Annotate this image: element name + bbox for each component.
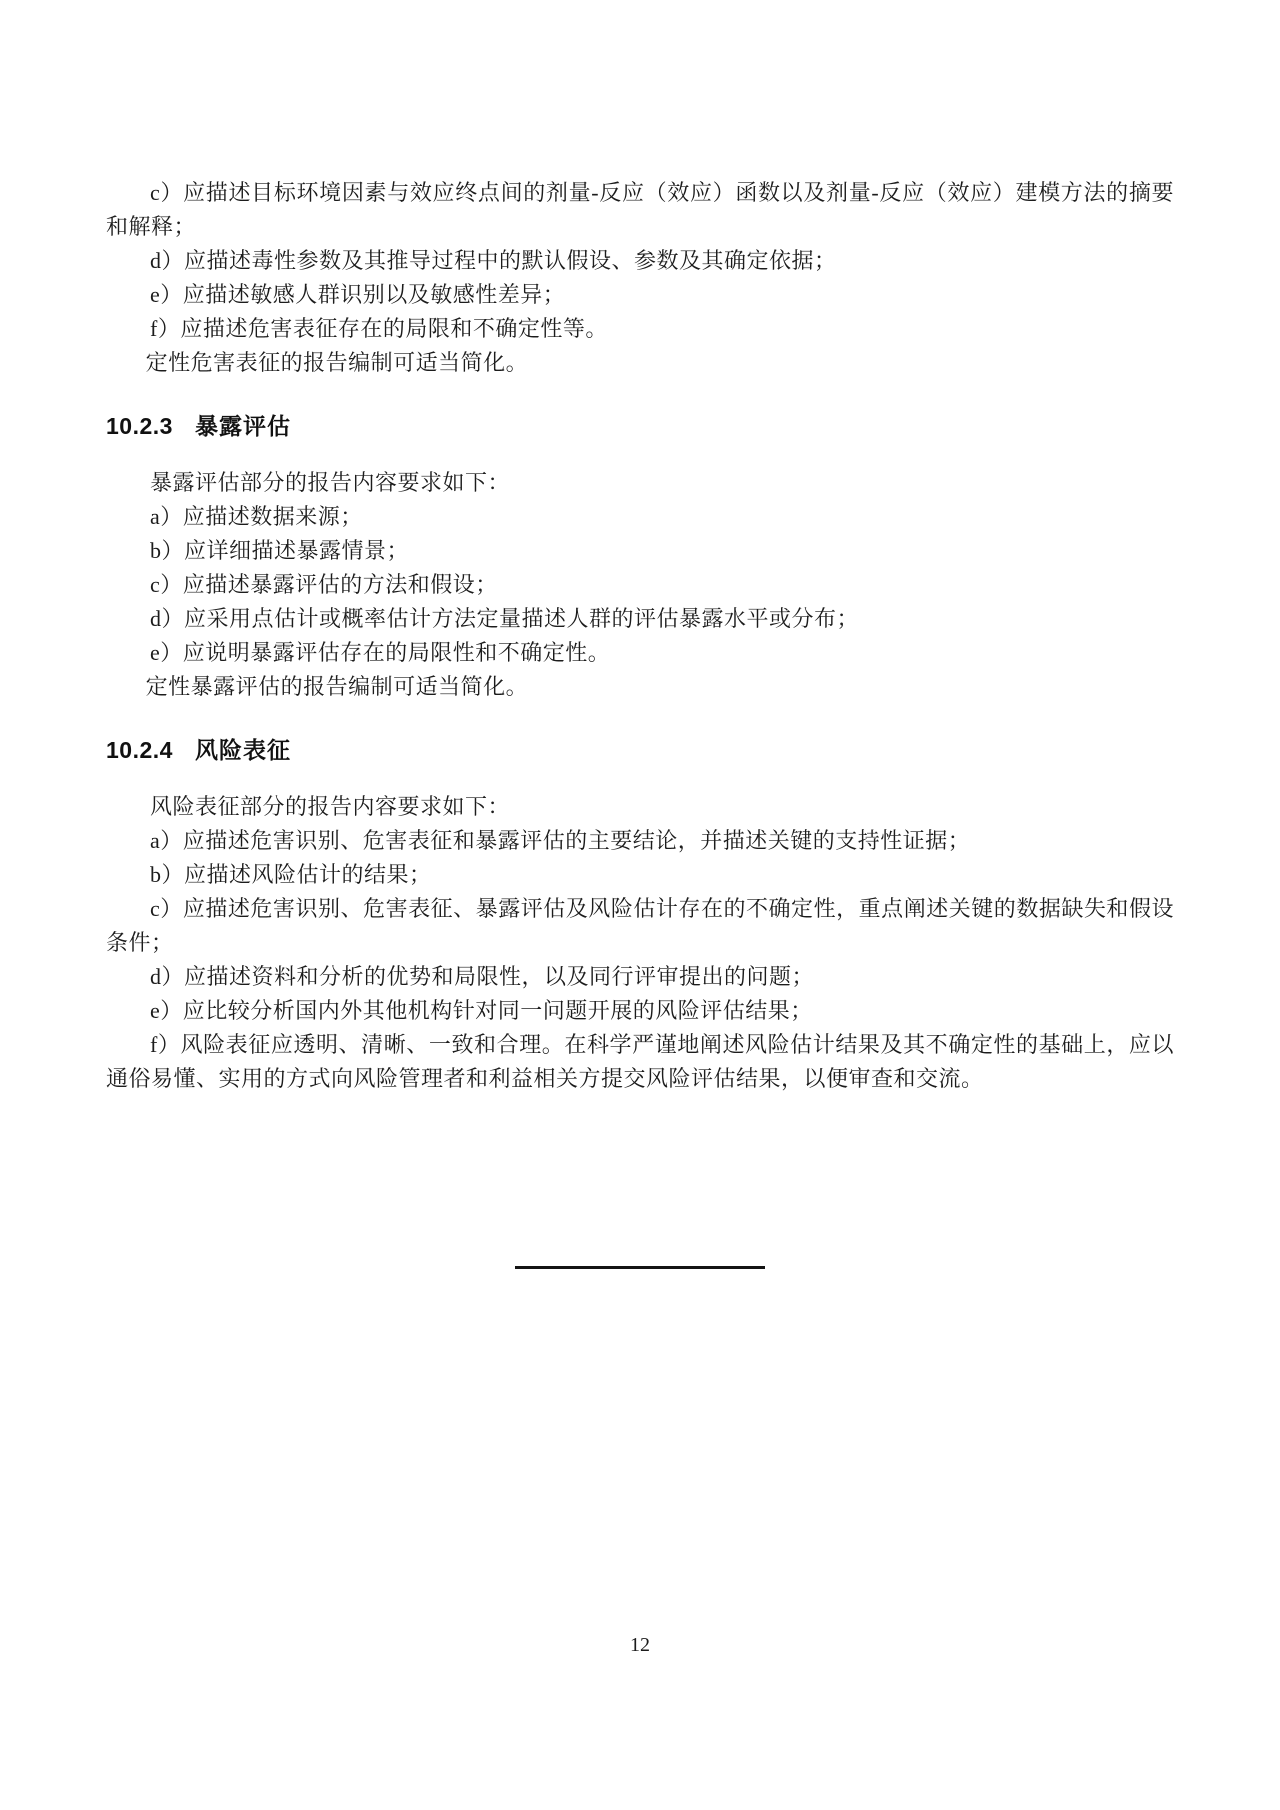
list-item: e）应描述敏感人群识别以及敏感性差异； (150, 282, 566, 307)
section-heading-exposure-assessment (106, 412, 1174, 440)
list-item: d）应描述资料和分析的优势和局限性，以及同行评审提出的问题； (150, 964, 815, 989)
section-title: 暴露评估 (194, 413, 291, 439)
list-item: e）应比较分析国内外其他机构针对同一问题开展的风险评估结果； (150, 998, 813, 1023)
page-number: 12 (630, 1634, 650, 1656)
section-number: 10.2.3 (106, 413, 173, 439)
section-intro: 暴露评估部分的报告内容要求如下： (150, 470, 511, 495)
section-intro: 风险表征部分的报告内容要求如下： (150, 794, 511, 819)
list-item: f）风险表征应透明、清晰、一致和合理。在科学严谨地阐述风险估计结果及其不确定性的基础上，应以通俗易懂、实用的方式向风险管理者和利益相关方提交风险评估结果，以便审查和交流。 (106, 1032, 1174, 1091)
list-item: c）应描述暴露评估的方法和假设； (150, 572, 498, 597)
list-item: c）应描述危害识别、危害表征、暴露评估及风险估计存在的不确定性，重点阐述关键的数据缺失和假设条件； (106, 896, 1174, 955)
list-item: e）应说明暴露评估存在的局限性和不确定性。 (150, 640, 611, 665)
section-heading-risk-characterization (106, 736, 1174, 764)
closing-note: 定性危害表征的报告编制可适当简化。 (145, 350, 529, 375)
list-item: a）应描述数据来源； (150, 504, 363, 529)
closing-note: 定性暴露评估的报告编制可适当简化。 (145, 674, 529, 699)
list-item: b）应描述风险估计的结果； (150, 862, 432, 887)
list-item: d）应采用点估计或概率估计方法定量描述人群的评估暴露水平或分布； (150, 606, 860, 631)
list-item: f）应描述危害表征存在的局限和不确定性等。 (150, 316, 608, 341)
list-item: d）应描述毒性参数及其推导过程中的默认假设、参数及其确定依据； (150, 248, 837, 273)
end-of-document-divider (515, 1266, 765, 1269)
list-item: c）应描述目标环境因素与效应终点间的剂量-反应（效应）函数以及剂量-反应（效应）建模方法的摘要和解释； (106, 180, 1174, 239)
list-item: b）应详细描述暴露情景； (150, 538, 410, 563)
section-number: 10.2.4 (106, 737, 173, 763)
list-item: a）应描述危害识别、危害表征和暴露评估的主要结论，并描述关键的支持性证据； (150, 828, 971, 853)
section-title: 风险表征 (194, 737, 291, 763)
